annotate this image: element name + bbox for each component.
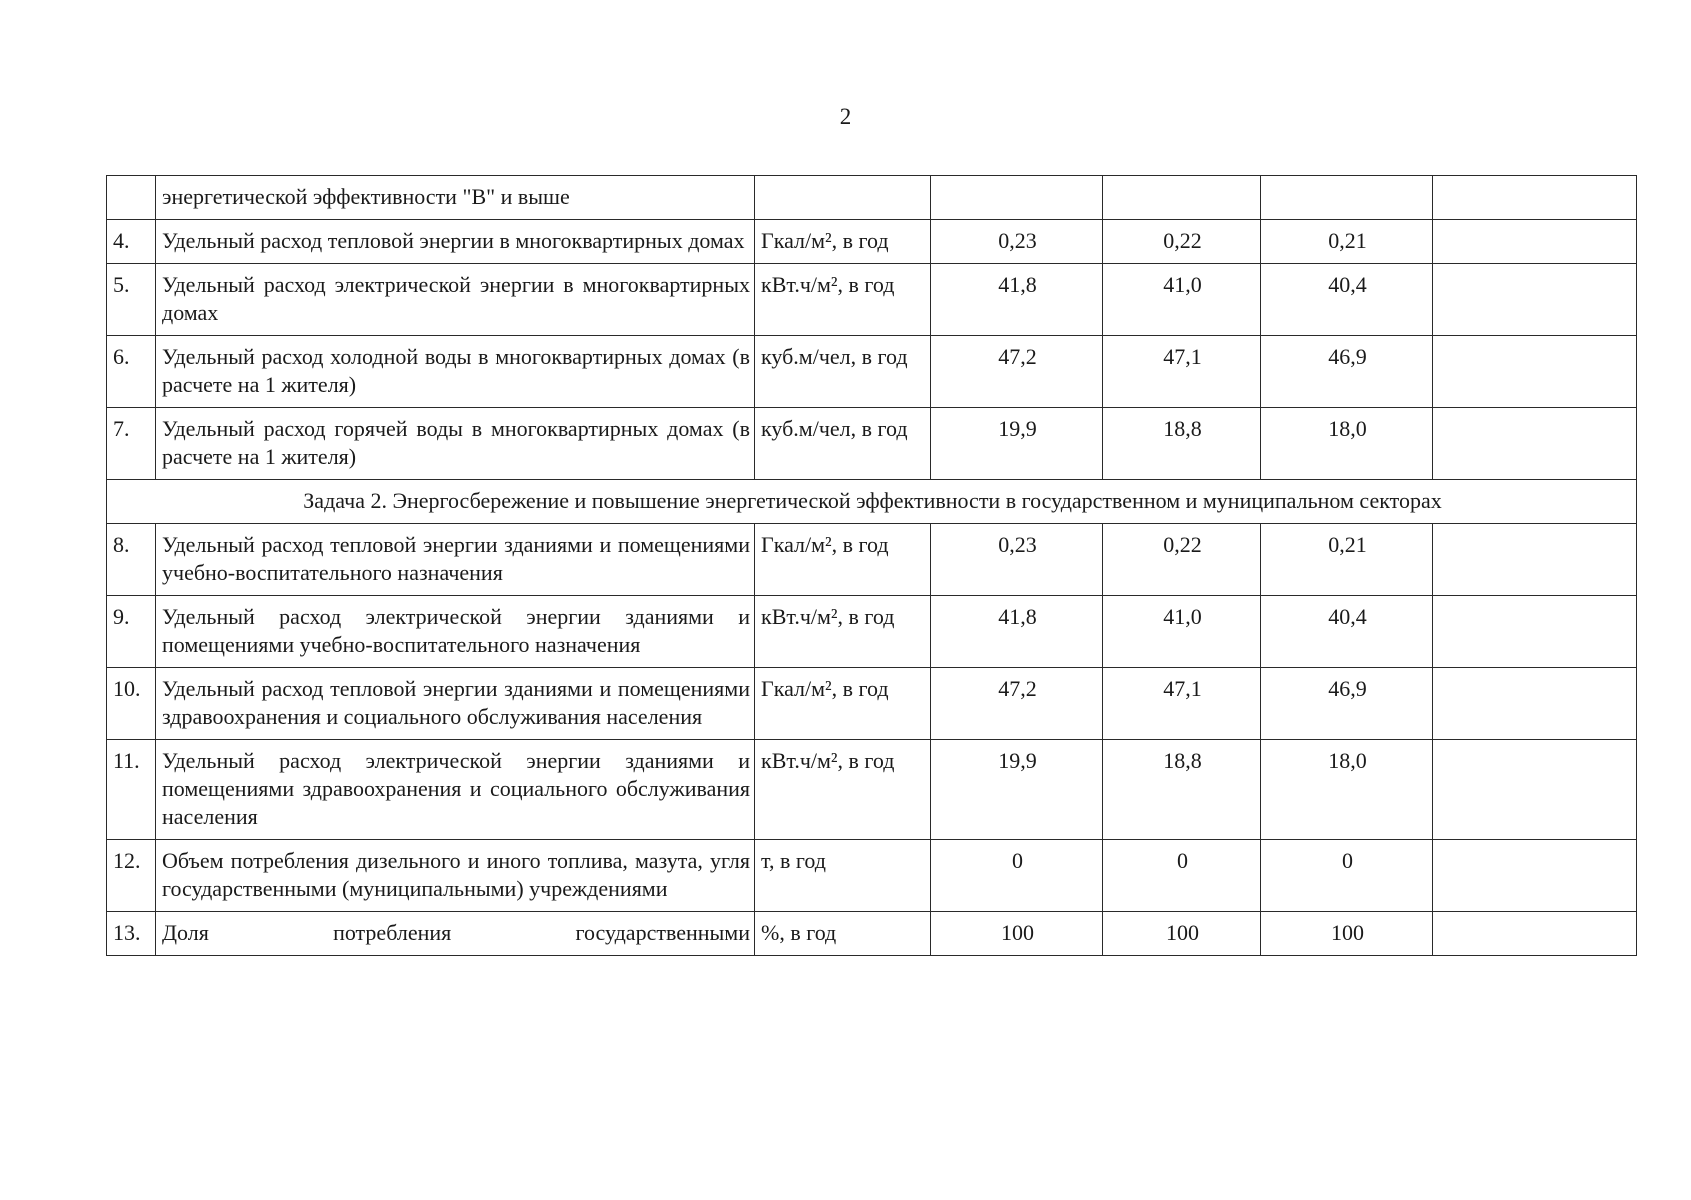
indicator-name-cell: Удельный расход тепловой энергии в многоквартирных домах	[156, 220, 755, 264]
value-cell-4	[1433, 220, 1637, 264]
page-number: 2	[839, 104, 852, 129]
table-row	[107, 668, 1637, 740]
value-cell-1	[931, 176, 1103, 220]
section-row	[107, 480, 1637, 524]
table-row	[107, 596, 1637, 668]
value-cell-2: 0,22	[1103, 524, 1261, 596]
value-cell-2: 18,8	[1103, 408, 1261, 480]
value-cell-3: 40,4	[1261, 264, 1433, 336]
indicator-name-cell: Удельный расход электрической энергии в многоквартирных домах	[156, 264, 755, 336]
row-number-cell: 9.	[107, 596, 156, 668]
row-number-cell: 13.	[107, 912, 156, 956]
value-cell-2: 100	[1103, 912, 1261, 956]
value-cell-2: 41,0	[1103, 264, 1261, 336]
indicator-name-cell: Удельный расход электрической энергии зданиями и помещениями учебно-воспитательного назначения	[156, 596, 755, 668]
table-row	[107, 220, 1637, 264]
indicators-table	[106, 175, 1637, 956]
value-cell-1: 19,9	[931, 408, 1103, 480]
value-cell-2: 47,1	[1103, 668, 1261, 740]
table-body	[107, 176, 1637, 956]
row-number-cell: 12.	[107, 840, 156, 912]
indicator-name-cell: Объем потребления дизельного и иного топлива, мазута, угля государственными (муниципальными) учреждениями	[156, 840, 755, 912]
value-cell-1: 47,2	[931, 668, 1103, 740]
value-cell-4	[1433, 912, 1637, 956]
value-cell-2: 47,1	[1103, 336, 1261, 408]
unit-cell: куб.м/чел, в год	[755, 408, 931, 480]
table-row	[107, 840, 1637, 912]
row-number-cell: 8.	[107, 524, 156, 596]
value-cell-3: 40,4	[1261, 596, 1433, 668]
unit-cell: %, в год	[755, 912, 931, 956]
value-cell-1: 19,9	[931, 740, 1103, 840]
table-row	[107, 176, 1637, 220]
value-cell-1: 0,23	[931, 524, 1103, 596]
value-cell-2: 0	[1103, 840, 1261, 912]
value-cell-1: 41,8	[931, 264, 1103, 336]
value-cell-1: 0,23	[931, 220, 1103, 264]
table-row	[107, 524, 1637, 596]
section-heading: Задача 2. Энергосбережение и повышение энергетической эффективности в государственном и муниципальном секторах	[107, 480, 1637, 524]
unit-cell: Гкал/м², в год	[755, 668, 931, 740]
value-cell-2: 41,0	[1103, 596, 1261, 668]
value-cell-4	[1433, 668, 1637, 740]
row-number-cell: 6.	[107, 336, 156, 408]
indicator-name-cell: Удельный расход холодной воды в многоквартирных домах (в расчете на 1 жителя)	[156, 336, 755, 408]
indicator-name-cell: Удельный расход тепловой энергии зданиями и помещениями здравоохранения и социального обслуживания населения	[156, 668, 755, 740]
table-row	[107, 264, 1637, 336]
row-number-cell: 10.	[107, 668, 156, 740]
value-cell-2: 18,8	[1103, 740, 1261, 840]
table-row	[107, 336, 1637, 408]
table-row	[107, 912, 1637, 956]
value-cell-2	[1103, 176, 1261, 220]
value-cell-4	[1433, 524, 1637, 596]
row-number-cell: 5.	[107, 264, 156, 336]
row-number-cell: 4.	[107, 220, 156, 264]
value-cell-3	[1261, 176, 1433, 220]
indicator-name-cell: Удельный расход горячей воды в многоквартирных домах (в расчете на 1 жителя)	[156, 408, 755, 480]
unit-cell: кВт.ч/м², в год	[755, 740, 931, 840]
value-cell-4	[1433, 336, 1637, 408]
indicator-name-cell: Доля потребления государственными	[156, 912, 755, 956]
value-cell-1: 0	[931, 840, 1103, 912]
value-cell-4	[1433, 408, 1637, 480]
indicator-name-cell: Удельный расход электрической энергии зданиями и помещениями здравоохранения и социального обслуживания населения	[156, 740, 755, 840]
unit-cell	[755, 176, 931, 220]
value-cell-3: 46,9	[1261, 336, 1433, 408]
value-cell-4	[1433, 740, 1637, 840]
value-cell-4	[1433, 176, 1637, 220]
value-cell-4	[1433, 264, 1637, 336]
value-cell-3: 0,21	[1261, 524, 1433, 596]
value-cell-1: 47,2	[931, 336, 1103, 408]
value-cell-1: 41,8	[931, 596, 1103, 668]
table-row	[107, 408, 1637, 480]
unit-cell: кВт.ч/м², в год	[755, 264, 931, 336]
unit-cell: кВт.ч/м², в год	[755, 596, 931, 668]
value-cell-1: 100	[931, 912, 1103, 956]
value-cell-3: 18,0	[1261, 408, 1433, 480]
unit-cell: т, в год	[755, 840, 931, 912]
value-cell-3: 0,21	[1261, 220, 1433, 264]
indicator-name-cell: Удельный расход тепловой энергии зданиями и помещениями учебно-воспитательного назначения	[156, 524, 755, 596]
unit-cell: Гкал/м², в год	[755, 524, 931, 596]
value-cell-3: 46,9	[1261, 668, 1433, 740]
value-cell-4	[1433, 840, 1637, 912]
value-cell-2: 0,22	[1103, 220, 1261, 264]
value-cell-3: 0	[1261, 840, 1433, 912]
unit-cell: куб.м/чел, в год	[755, 336, 931, 408]
value-cell-4	[1433, 596, 1637, 668]
row-number-cell: 7.	[107, 408, 156, 480]
row-number-cell	[107, 176, 156, 220]
value-cell-3: 100	[1261, 912, 1433, 956]
value-cell-3: 18,0	[1261, 740, 1433, 840]
row-number-cell: 11.	[107, 740, 156, 840]
indicator-name-cell: энергетической эффективности "В" и выше	[156, 176, 755, 220]
table-row	[107, 740, 1637, 840]
unit-cell: Гкал/м², в год	[755, 220, 931, 264]
